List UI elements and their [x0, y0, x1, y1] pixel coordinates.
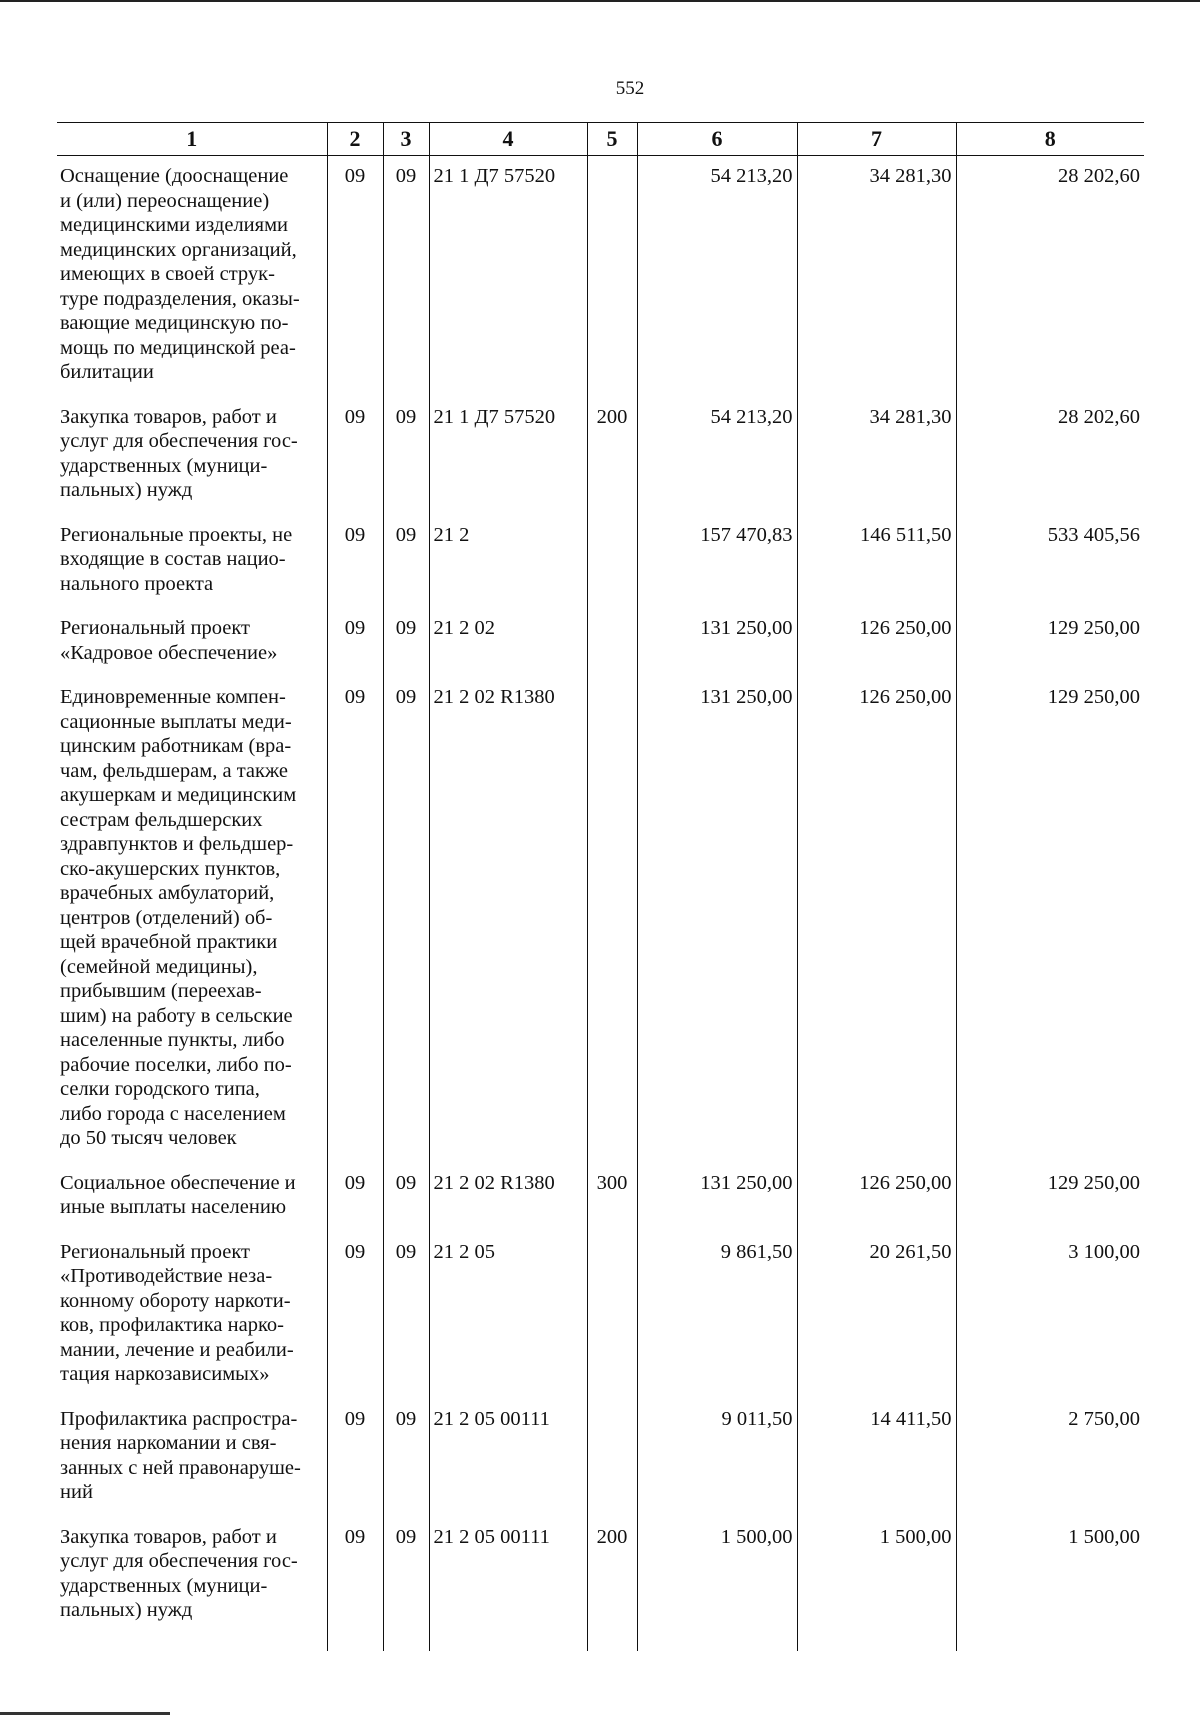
row-name-line: Оснащение (дооснащение: [60, 165, 289, 187]
row-value-col8: 1 500,00: [956, 1517, 1144, 1623]
continuation-cell: [383, 1623, 429, 1651]
row-name-line: ков, профилактика нарко-: [60, 1314, 284, 1336]
row-section-code: 09: [327, 1232, 383, 1399]
row-value-col8: 533 405,56: [956, 515, 1144, 609]
row-name-line: медицинских организаций,: [60, 238, 297, 261]
row-name-line: Единовременные компен-: [60, 686, 286, 708]
row-name-line: врачебных амбулаторий,: [60, 882, 275, 904]
row-value-col6: 131 250,00: [637, 608, 797, 677]
row-name-line: билитации: [60, 361, 154, 383]
row-target-article: 21 2 05 00111: [429, 1399, 587, 1517]
row-value-col6: 54 213,20: [637, 156, 797, 397]
column-header-4: 4: [429, 123, 587, 156]
row-name-line: мощь по медицинской реа-: [60, 336, 296, 359]
row-value-col8: 28 202,60: [956, 397, 1144, 515]
table-continuation: [57, 1623, 1144, 1651]
row-value-col6: 157 470,83: [637, 515, 797, 609]
continuation-cell: [327, 1623, 383, 1651]
row-value-col6: 131 250,00: [637, 1163, 797, 1232]
row-target-article: 21 2 05 00111: [429, 1517, 587, 1623]
row-name-line: рабочие поселки, либо по-: [60, 1053, 292, 1076]
row-name: [57, 608, 327, 677]
row-section-code: 09: [327, 1517, 383, 1623]
row-value-col8: 28 202,60: [956, 156, 1144, 397]
row-expense-type: [587, 156, 637, 397]
row-name: [57, 1232, 327, 1399]
row-name-line: «Кадровое обеспечение»: [60, 641, 278, 664]
row-expense-type: [587, 608, 637, 677]
row-name-line: входящие в состав нацио-: [60, 548, 286, 570]
row-value-col8: 2 750,00: [956, 1399, 1144, 1517]
row-name-line: иные выплаты населению: [60, 1196, 287, 1218]
row-name-line: ударственных (муници-: [60, 454, 268, 477]
table-row: [57, 1163, 1144, 1232]
row-name-line: до 50 тысяч человек: [60, 1127, 237, 1149]
row-value-col6: 54 213,20: [637, 397, 797, 515]
row-name: [57, 1163, 327, 1232]
table-body: [57, 156, 1144, 1651]
page-number: 552: [615, 78, 645, 99]
row-subsection-code: 09: [383, 156, 429, 397]
budget-table: [57, 122, 1144, 1651]
row-subsection-code: 09: [383, 608, 429, 677]
scan-edge-top: [0, 0, 1200, 2]
row-name: [57, 156, 327, 397]
row-name-line: пальных) нужд: [60, 1599, 193, 1621]
row-name-line: медицинскими изделиями: [60, 214, 289, 236]
continuation-cell: [57, 1623, 327, 1651]
row-name-line: конному обороту наркоти-: [60, 1289, 291, 1312]
row-section-code: 09: [327, 156, 383, 397]
row-name-line: и (или) переоснащение): [60, 189, 270, 212]
row-value-col8: 129 250,00: [956, 1163, 1144, 1232]
column-header-3: 3: [383, 123, 429, 156]
row-expense-type: [587, 1232, 637, 1399]
row-section-code: 09: [327, 677, 383, 1163]
row-name: [57, 397, 327, 515]
row-name-line: занных с ней правонаруше-: [60, 1456, 301, 1479]
row-value-col6: 9 861,50: [637, 1232, 797, 1399]
row-name-line: вающие медицинскую по-: [60, 312, 289, 334]
row-name-line: туре подразделения, оказы-: [60, 287, 300, 310]
row-name-line: Закупка товаров, работ и: [60, 1525, 277, 1548]
row-name-line: сационные выплаты меди-: [60, 710, 292, 733]
row-name-line: тация наркозависимых»: [60, 1363, 270, 1385]
row-subsection-code: 09: [383, 1517, 429, 1623]
row-name-line: щей врачебной практики: [60, 931, 278, 953]
row-subsection-code: 09: [383, 1399, 429, 1517]
row-expense-type: 200: [587, 1517, 637, 1623]
row-section-code: 09: [327, 515, 383, 609]
row-name-line: ско-акушерских пунктов,: [60, 857, 281, 880]
column-header-8: 8: [956, 123, 1144, 156]
row-expense-type: [587, 515, 637, 609]
row-name-line: центров (отделений) об-: [60, 906, 273, 929]
row-subsection-code: 09: [383, 397, 429, 515]
row-name-line: Региональный проект: [60, 1240, 250, 1263]
row-name-line: селки городского типа,: [60, 1078, 260, 1100]
row-value-col7: 34 281,30: [797, 397, 956, 515]
row-section-code: 09: [327, 1399, 383, 1517]
table-row: [57, 677, 1144, 1163]
row-target-article: 21 2 02: [429, 608, 587, 677]
row-target-article: 21 2 02 R1380: [429, 677, 587, 1163]
table-row: [57, 397, 1144, 515]
column-header-6: 6: [637, 123, 797, 156]
row-expense-type: 200: [587, 397, 637, 515]
row-name-line: населенные пункты, либо: [60, 1029, 285, 1051]
continuation-cell: [587, 1623, 637, 1651]
row-name-line: мании, лечение и реабили-: [60, 1338, 294, 1361]
row-name: [57, 515, 327, 609]
continuation-cell: [429, 1623, 587, 1651]
row-name-line: Социальное обеспечение и: [60, 1171, 296, 1194]
row-name-line: Закупка товаров, работ и: [60, 405, 277, 428]
row-target-article: 21 2 05: [429, 1232, 587, 1399]
row-section-code: 09: [327, 608, 383, 677]
row-value-col8: 3 100,00: [956, 1232, 1144, 1399]
row-name-line: нального проекта: [60, 572, 214, 595]
row-name-line: Региональный проект: [60, 617, 250, 639]
row-value-col6: 131 250,00: [637, 677, 797, 1163]
row-name-line: Профилактика распростра-: [60, 1407, 298, 1430]
row-expense-type: [587, 677, 637, 1163]
row-expense-type: [587, 1399, 637, 1517]
continuation-cell: [637, 1623, 797, 1651]
row-value-col7: 126 250,00: [797, 1163, 956, 1232]
row-name-line: цинским работникам (вра-: [60, 735, 292, 757]
table-row: [57, 608, 1144, 677]
row-value-col7: 20 261,50: [797, 1232, 956, 1399]
row-name-line: услуг для обеспечения гос-: [60, 430, 298, 452]
row-subsection-code: 09: [383, 515, 429, 609]
row-name-line: чам, фельдшерам, а также: [60, 759, 288, 782]
row-subsection-code: 09: [383, 677, 429, 1163]
row-target-article: 21 1 Д7 57520: [429, 397, 587, 515]
row-name-line: (семейной медицины),: [60, 955, 258, 978]
row-name-line: акушеркам и медицинским: [60, 784, 297, 806]
continuation-cell: [956, 1623, 1144, 1651]
row-name-line: шим) на работу в сельские: [60, 1004, 293, 1027]
row-target-article: 21 1 Д7 57520: [429, 156, 587, 397]
row-value-col8: 129 250,00: [956, 677, 1144, 1163]
row-name: [57, 677, 327, 1163]
row-name-line: либо города с населением: [60, 1102, 286, 1125]
column-header-1: 1: [57, 123, 327, 156]
row-value-col7: 126 250,00: [797, 608, 956, 677]
row-name-line: нения наркомании и свя-: [60, 1432, 277, 1454]
row-value-col7: 126 250,00: [797, 677, 956, 1163]
row-section-code: 09: [327, 397, 383, 515]
row-name-line: «Противодействие неза-: [60, 1265, 273, 1287]
row-target-article: 21 2: [429, 515, 587, 609]
row-subsection-code: 09: [383, 1163, 429, 1232]
row-value-col7: 1 500,00: [797, 1517, 956, 1623]
row-name-line: сестрам фельдшерских: [60, 808, 263, 831]
row-name-line: прибывшим (переехав-: [60, 980, 262, 1002]
row-subsection-code: 09: [383, 1232, 429, 1399]
row-expense-type: 300: [587, 1163, 637, 1232]
row-value-col7: 34 281,30: [797, 156, 956, 397]
row-name-line: услуг для обеспечения гос-: [60, 1550, 298, 1572]
row-value-col8: 129 250,00: [956, 608, 1144, 677]
scan-edge-bottom: [0, 1712, 170, 1715]
column-number-row: [57, 123, 1144, 156]
row-target-article: 21 2 02 R1380: [429, 1163, 587, 1232]
row-value-col7: 14 411,50: [797, 1399, 956, 1517]
column-header-7: 7: [797, 123, 956, 156]
row-name-line: пальных) нужд: [60, 479, 193, 501]
table-row: [57, 1399, 1144, 1517]
row-name-line: здравпунктов и фельдшер-: [60, 833, 294, 855]
column-header-5: 5: [587, 123, 637, 156]
row-name-line: имеющих в своей струк-: [60, 263, 275, 285]
column-header-2: 2: [327, 123, 383, 156]
row-name: [57, 1517, 327, 1623]
row-name: [57, 1399, 327, 1517]
continuation-cell: [797, 1623, 956, 1651]
row-name-line: ударственных (муници-: [60, 1574, 268, 1597]
row-value-col6: 9 011,50: [637, 1399, 797, 1517]
row-value-col6: 1 500,00: [637, 1517, 797, 1623]
table-row: [57, 156, 1144, 397]
table-row: [57, 1232, 1144, 1399]
table-row: [57, 515, 1144, 609]
row-section-code: 09: [327, 1163, 383, 1232]
row-name-line: Региональные проекты, не: [60, 523, 293, 546]
row-name-line: ний: [60, 1481, 93, 1503]
row-value-col7: 146 511,50: [797, 515, 956, 609]
table-row: [57, 1517, 1144, 1623]
